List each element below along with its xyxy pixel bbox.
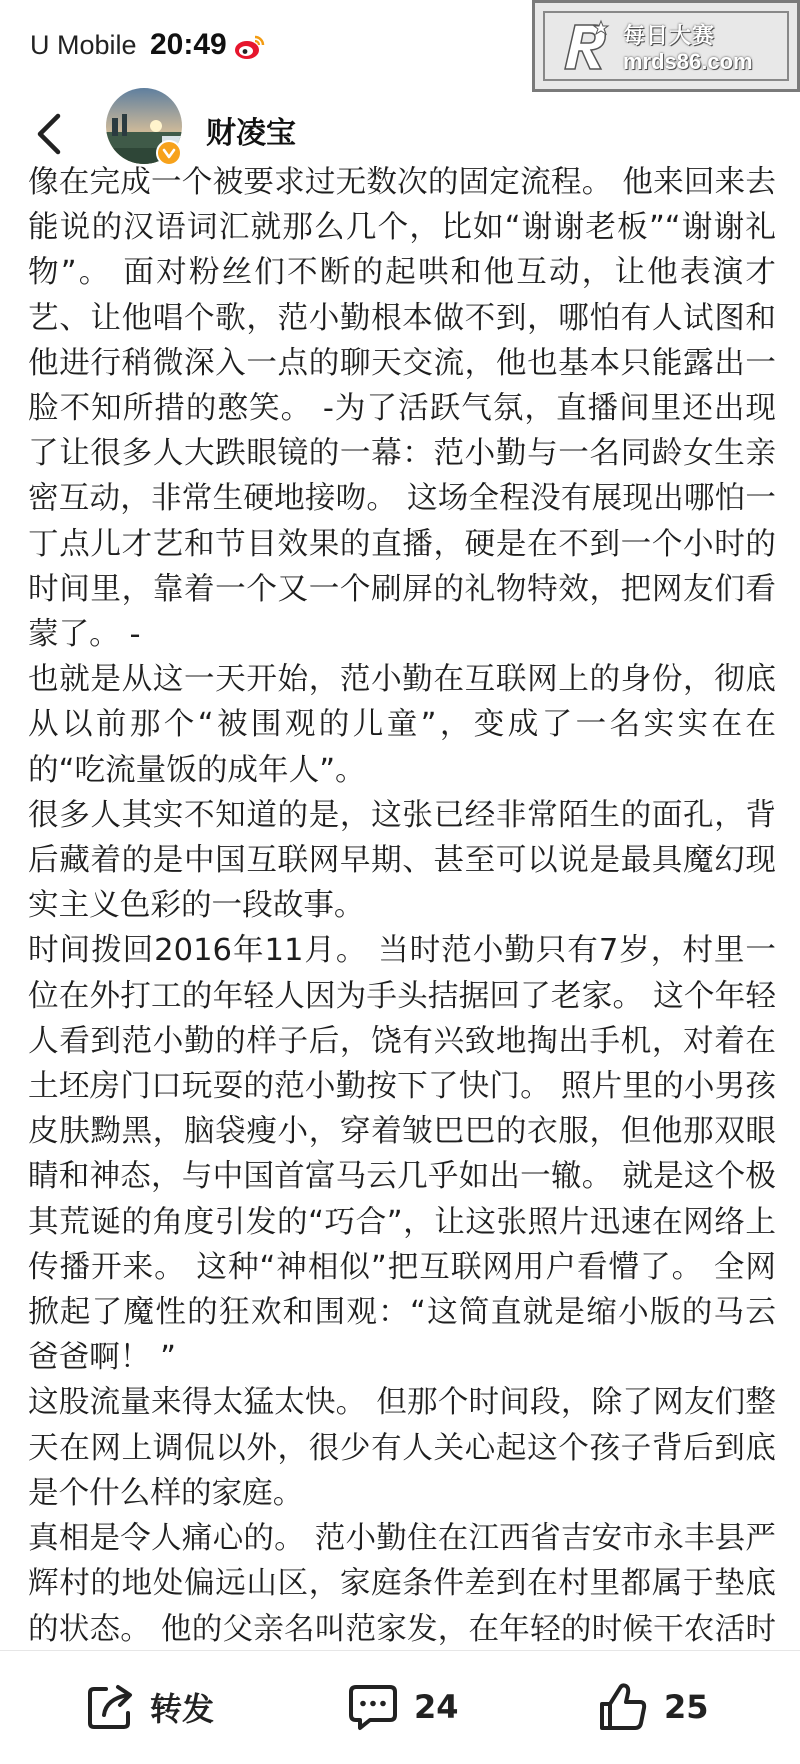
article-paragraph: 真相是令人痛心的。 范小勤住在江西省吉安市永丰县严辉村的地处偏远山区，家庭条件差到在村里都属于垫底的状态。 他的父亲名叫范家发，在年轻的时候干农活时 (28, 1521, 776, 1647)
watermark-logo-icon (557, 17, 613, 77)
status-clock: 20:49 (150, 28, 227, 61)
repost-icon (84, 1681, 136, 1733)
watermark-url: mrds86.com (623, 49, 753, 74)
comment-icon (346, 1681, 400, 1733)
chevron-left-icon (24, 104, 74, 164)
article-body (28, 160, 776, 1656)
comment-count: 24 (414, 1688, 459, 1726)
article-paragraph: 时间拨回2016年11月。 当时范小勤只有7岁，村里一位在外打工的年轻人因为手头拮据回了老家。 这个年轻人看到范小勤的样子后，饶有兴致地掏出手机，对着在土坯房门口玩耍的范小勤按下了快门。 照片里的小男孩皮肤黝黑，脑袋瘦小，穿着皱巴巴的衣服，但他那双眼睛和神态，与中国首富马云几乎如出一辙。 就是这个极其荒诞的角度引发的“巧合”，让这张照片迅速在网络上传播开来。 这种“神相似”把互联网用户看懵了。 全网掀起了魔性的狂欢和围观：“这简直就是缩小版的马云爸爸啊！ ” (28, 933, 776, 1376)
author-name[interactable]: 财凌宝 (206, 116, 296, 151)
back-button[interactable] (24, 104, 74, 164)
weibo-icon (233, 33, 265, 61)
like-count: 25 (664, 1688, 709, 1726)
carrier-label: U Mobile (30, 30, 137, 60)
repost-label: 转发 (150, 1690, 215, 1728)
watermark-title: 每日大赛 (623, 24, 716, 49)
article-paragraph: 也就是从这一天开始，范小勤在互联网上的身份，彻底从以前那个“被围观的儿童”，变成了一名实实在在的“吃流量饭的成年人”。 (28, 662, 776, 788)
article-paragraph: 这股流量来得太猛太快。 但那个时间段，除了网友们整天在网上调侃以外，很少有人关心起这个孩子背后到底是个什么样的家庭。 (28, 1385, 776, 1511)
article-paragraph: 很多人其实不知道的是，这张已经非常陌生的面孔，背后藏着的是中国互联网早期、甚至可以说是最具魔幻现实主义色彩的一段故事。 (28, 797, 776, 924)
comment-button[interactable] (346, 1677, 459, 1737)
article-paragraph: 像在完成一个被要求过无数次的固定流程。 他来回来去能说的汉语词汇就那么几个，比如“谢谢老板”“谢谢礼物”。 面对粉丝们不断的起哄和他互动，让他表演才艺、让他唱个歌，范小勤根本做不到，哪怕有人试图和他进行稍微深入一点的聊天交流，他也基本只能露出一脸不知所措的憨笑。 -为了活跃气氛，直播间里还出现了让很多人大跌眼镜的一幕：范小勤与一名同龄女生亲密互动，非常生硬地接吻。 这场全程没有展现出哪怕一丁点儿才艺和节目效果的直播，硬是在不到一个小时的时间里，靠着一个又一个刷屏的礼物特效，把网友们看蒙了。 - (28, 165, 776, 653)
thumbs-up-icon (596, 1680, 650, 1734)
repost-button[interactable] (84, 1677, 214, 1737)
site-watermark (532, 0, 800, 92)
bottom-action-bar (0, 1650, 800, 1764)
like-button[interactable] (596, 1677, 709, 1737)
